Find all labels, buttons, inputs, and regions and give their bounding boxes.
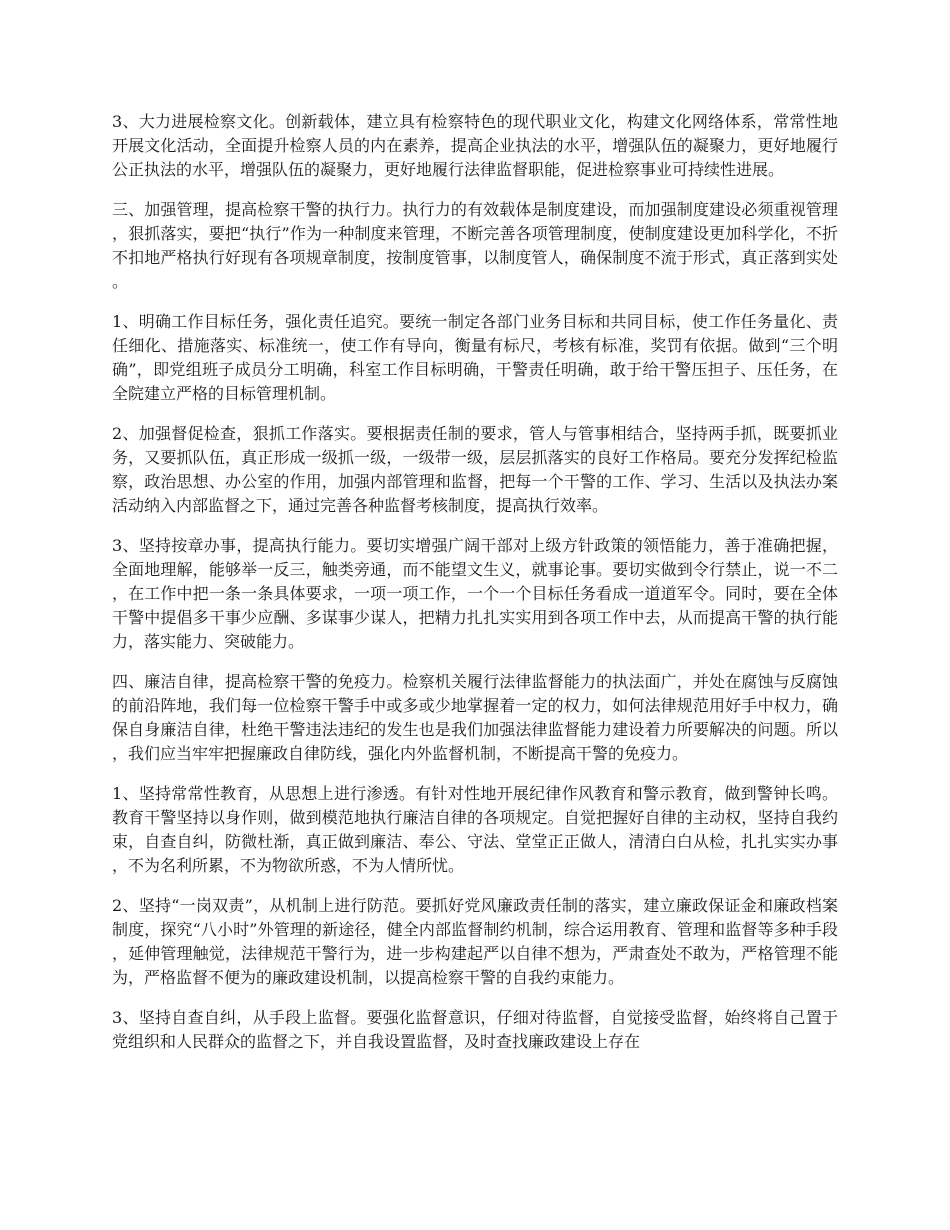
- paragraph-targets: 1、明确工作目标任务，强化责任追究。要统一制定各部门业务目标和共同目标，使工作任务量化、责任细化、措施落实、标准统一，使工作有导向，衡量有标尺，考核有标准，奖罚有依据。做到“三个明确”，即党组班子成员分工明确，科室工作目标明确，干警责任明确，敢于给干警压担子、压任务，在全院建立严格的目标管理机制。: [112, 312, 838, 403]
- paragraph-section-four-heading: 四、廉洁自律，提高检察干警的免疫力。检察机关履行法律监督能力的执法面广，并处在腐蚀与反腐蚀的前沿阵地，我们每一位检察干警手中或多或少地掌握着一定的权力，如何法律规范用好手中权力，确保自身廉洁自律，杜绝干警违法违纪的发生也是我们加强法律监督能力建设着力所要解决的问题。所以，我们应当牢牢把握廉政自律防线，强化内外监督机制，不断提高干警的免疫力。: [112, 672, 838, 763]
- document-page: [112, 110, 838, 1070]
- paragraph-supervision: 2、加强督促检查，狠抓工作落实。要根据责任制的要求，管人与管事相结合，坚持两手抓，既要抓业务，又要抓队伍，真正形成一级抓一级，一级带一级，层层抓落实的良好工作格局。要充分发挥纪检监察，政治思想、办公室的作用，加强内部管理和监督，把每一个干警的工作、学习、生活以及执法办案活动纳入内部监督之下，通过完善各种监督考核制度，提高执行效率。: [112, 424, 838, 515]
- paragraph-rules: 3、坚持按章办事，提高执行能力。要切实增强广阔干部对上级方针政策的领悟能力，善于准确把握，全面地理解，能够举一反三，触类旁通，而不能望文生义，就事论事。要切实做到令行禁止，说一不二，在工作中把一条一条具体要求，一项一项工作，一个一个目标任务看成一道道军令。同时，要在全体干警中提倡多干事少应酬、多谋事少谋人，把精力扎扎实实用到各项工作中去，从而提高干警的执行能力，落实能力、突破能力。: [112, 536, 838, 651]
- paragraph-section-three-heading: 三、加强管理，提高检察干警的执行力。执行力的有效载体是制度建设，而加强制度建设必须重视管理，狠抓落实，要把“执行”作为一种制度来管理，不断完善各项管理制度，使制度建设更加科学化，不折不扣地严格执行好现有各项规章制度，按制度管事，以制度管人，确保制度不流于形式，真正落到实处。: [112, 200, 838, 291]
- paragraph-culture: 3、大力进展检察文化。创新载体，建立具有检察特色的现代职业文化，构建文化网络体系，常常性地开展文化活动，全面提升检察人员的内在素养，提高企业执法的水平，增强队伍的凝聚力，更好地履行公正执法的水平，增强队伍的凝聚力，更好地履行法律监督职能，促进检察事业可持续性进展。: [112, 112, 838, 179]
- paragraph-education: 1、坚持常常性教育，从思想上进行渗透。有针对性地开展纪律作风教育和警示教育，做到警钟长鸣。教育干警坚持以身作则，做到模范地执行廉洁自律的各项规定。自觉把握好自律的主动权，坚持自我约束，自查自纠，防微杜渐，真正做到廉洁、奉公、守法、堂堂正正做人，清清白白从检，扎扎实实办事，不为名利所累，不为物欲所惑，不为人情所忧。: [112, 784, 838, 875]
- paragraph-dual-responsibility: 2、坚持“一岗双责”，从机制上进行防范。要抓好党风廉政责任制的落实，建立廉政保证金和廉政档案制度，探究“八小时”外管理的新途径，健全内部监督制约机制，综合运用教育、管理和监督等多种手段，延伸管理触觉，法律规范干警行为，进一步构建起严以自律不想为，严肃查处不敢为，严格管理不能为，严格监督不便为的廉政建设机制，以提高检察干警的自我约束能力。: [112, 896, 838, 987]
- paragraph-self-inspection: 3、坚持自查自纠，从手段上监督。要强化监督意识，仔细对待监督，自觉接受监督，始终将自己置于党组织和人民群众的监督之下，并自我设置监督，及时查找廉政建设上存在: [112, 1008, 838, 1051]
